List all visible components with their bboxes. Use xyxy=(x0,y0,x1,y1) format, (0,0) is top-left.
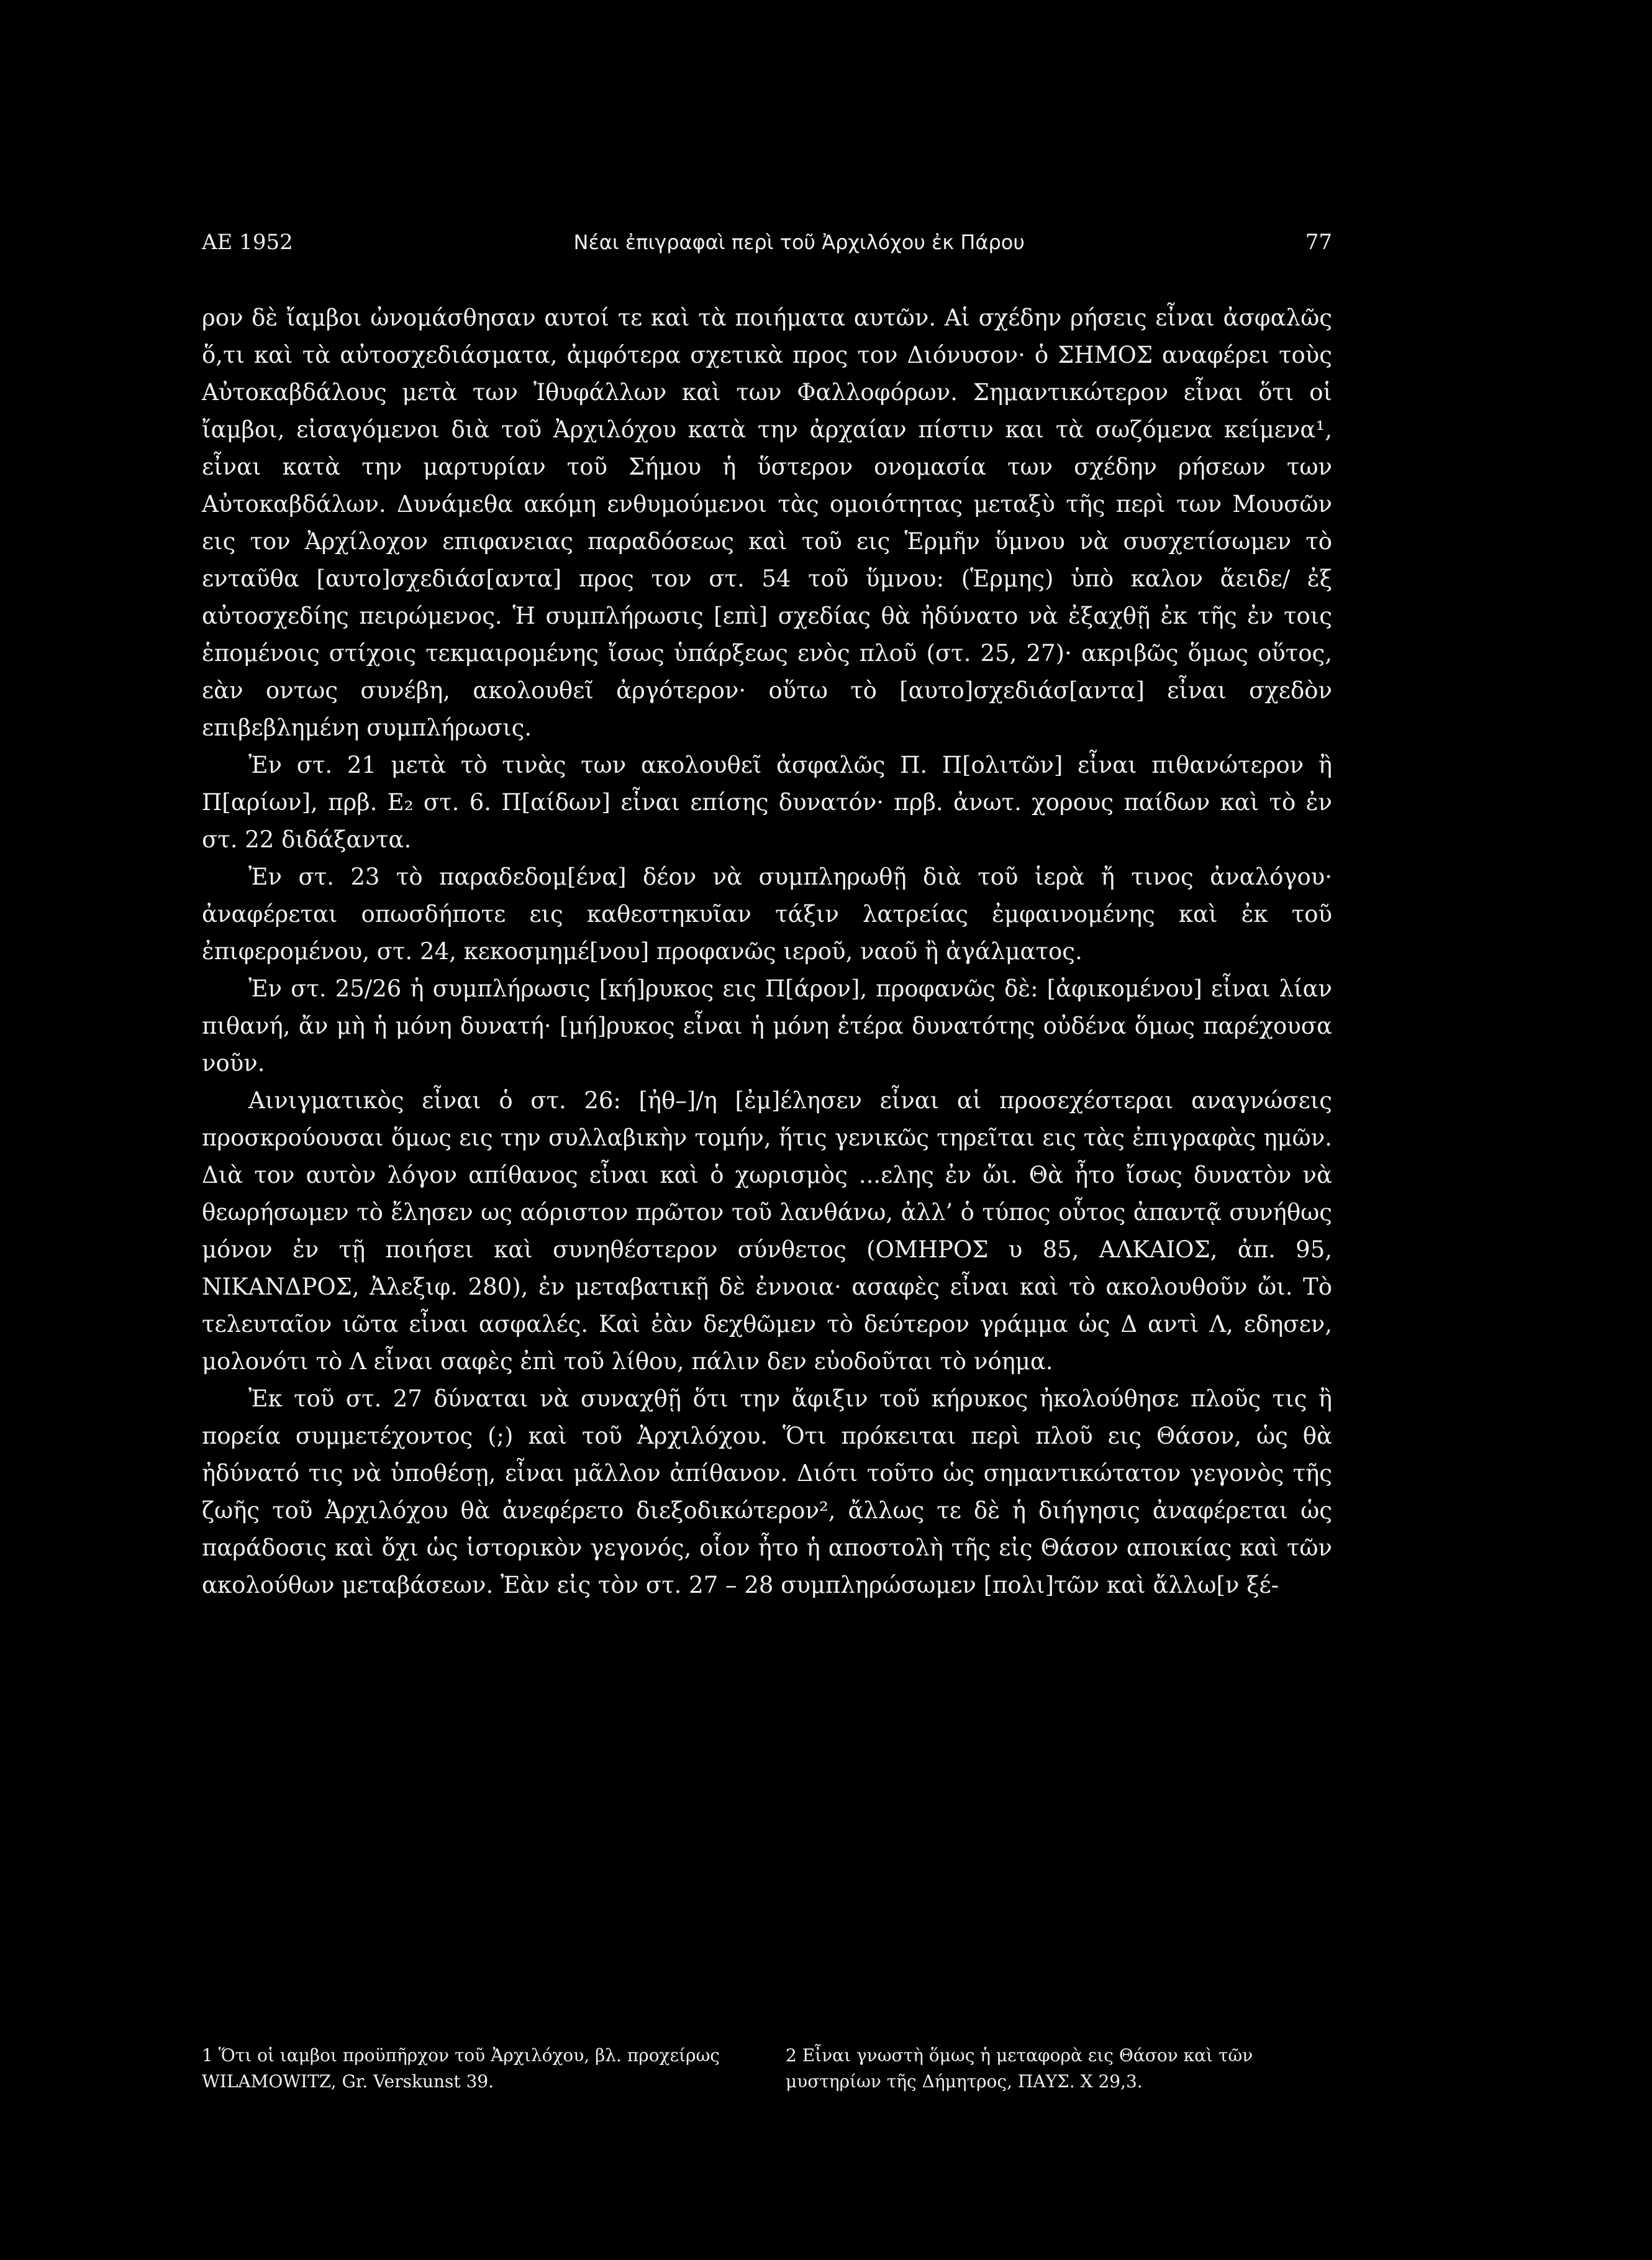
page-number: 77 xyxy=(1305,230,1332,255)
footnote-2: 2 Εἶναι γνωστὴ ὅμως ἡ μεταφορὰ εις Θάσον καὶ τῶν μυστηρίων τῆς Δήμητρος, ΠΑΥΣ. Χ 29,3. xyxy=(786,2045,1253,2092)
running-head xyxy=(202,230,1332,260)
text-block xyxy=(202,230,1332,1604)
article-title: Νέαι ἐπιγραφαὶ περὶ τοῦ Ἀρχιλόχου ἐκ Πάρου xyxy=(573,230,1025,254)
footnote-1: 1 Ὅτι οἱ ιαμβοι προϋπῆρχον τοῦ Ἀρχιλόχου, βλ. προχείρως WILAMOWITZ, Gr. Verskunst 39. xyxy=(202,2045,720,2092)
paragraph: Ἐκ τοῦ στ. 27 δύναται νὰ συναχθῇ ὅτι την ἄφιξιν τοῦ κήρυκος ἠκολούθησε πλοῦς τις ἢ πορεία συμμετέχοντος (;) καὶ τοῦ Ἀρχιλόχου. Ὅτι πρόκειται περὶ πλοῦ εις Θάσον, ὡς θὰ ἠδύνατό τις νὰ ὑποθέσῃ, εἶναι μᾶλλον ἀπίθανον. Διότι τοῦτο ὡς σημαντικώτατον γεγονὸς τῆς ζωῆς τοῦ Ἀρχιλόχου θὰ ἀνεφέρετο διεξοδικώτερον², ἄλλως τε δὲ ἡ διήγησις ἀναφέρεται ὡς παράδοσις καὶ ὄχι ὡς ἱστορικὸν γεγονός, οἷον ἦτο ἡ αποστολὴ τῆς εἰς Θάσον αποικίας καὶ τῶν ακολούθων μεταβάσεων. Ἐὰν εἰς τὸν στ. 27 – 28 συμπληρώσωμεν [πολι]τῶν καὶ ἄλλω[ν ξέ- xyxy=(202,1385,1332,1598)
body-text xyxy=(202,299,1332,1604)
paragraph: Ἐν στ. 21 μετὰ τὸ τινὰς των ακολουθεῖ ἀσφαλῶς Π. Π[ολιτῶν] εἶναι πιθανώτερον ἢ Π[αρίων], πρβ. Ε₂ στ. 6. Π[αίδων] εἶναι επίσης δυνατόν· πρβ. ἀνωτ. χορους παίδων καὶ τὸ ἐν στ. 22 διδάξαντα. xyxy=(202,752,1332,853)
paragraph: Αινιγματικὸς εἶναι ὁ στ. 26: [ἠθ–]/η [ἐμ]έλησεν εἶναι αἱ προσεχέστεραι αναγνώσεις προσκρούουσαι ὅμως εις την συλλαβικὴν τομήν, ἥτις γενικῶς τηρεῖται εις τὰς ἐπιγραφὰς ημῶν. Διὰ τον αυτὸν λόγον απίθανος εἶναι καὶ ὁ χωρισμὸς ...ελης ἐν ὤι. Θὰ ἦτο ἴσως δυνατὸν νὰ θεωρήσωμεν τὸ ἔλησεν ως αόριστον πρῶτον τοῦ λανθάνω, ἀλλ’ ὁ τύπος οὗτος ἀπαντᾷ συνήθως μόνον ἐν τῇ ποιήσει καὶ συνηθέστερον σύνθετος (ΟΜΗΡΟΣ υ 85, ΑΛΚΑΙΟΣ, ἀπ. 95, ΝΙΚΑΝΔΡΟΣ, Ἀλεξιφ. 280), ἐν μεταβατικῇ δὲ ἐννοια· ασαφὲς εἶναι καὶ τὸ ακολουθοῦν ὤι. Τὸ τελευταῖον ιῶτα εἶναι ασφαλές. Καὶ ἐὰν δεχθῶμεν τὸ δεύτερον γράμμα ὡς Δ αντὶ Λ, εδησεν, μολονότι τὸ Λ εἶναι σαφὲς ἐπὶ τοῦ λίθου, πάλιν δεν εὐοδοῦται τὸ νόημα. xyxy=(202,1087,1332,1375)
paragraph: Ἐν στ. 23 τὸ παραδεδομ[ένα] δέον νὰ συμπληρωθῇ διὰ τοῦ ἱερὰ ἤ τινος ἀναλόγου· ἀναφέρεται οπωσδήποτε εις καθεστηκυῖαν τάξιν λατρείας ἐμφαινομένης καὶ ἐκ τοῦ ἐπιφερομένου, στ. 24, κεκοσμημέ[νου] προφανῶς ιεροῦ, ναοῦ ἢ ἀγάλματος. xyxy=(202,863,1332,965)
paragraph: ρον δὲ ἴαμβοι ὠνομάσθησαν αυτοί τε καὶ τὰ ποιήματα αυτῶν. Αἱ σχέδην ρήσεις εἶναι ἀσφαλῶς ὅ,τι καὶ τὰ αὐτοσχεδιάσματα, ἀμφότερα σχετικὰ προς τον Διόνυσον· ὁ ΣΗΜΟΣ αναφέρει τοὺς Αὐτοκαβδάλους μετὰ των Ἰθυφάλλων καὶ των Φαλλοφόρων. Σημαντικώτερον εἶναι ὅτι οἱ ἴαμβοι, εἰσαγόμενοι διὰ τοῦ Ἀρχιλόχου κατὰ την ἀρχαίαν πίστιν και τὰ σωζόμενα κείμενα¹, εἶναι κατὰ την μαρτυρίαν τοῦ Σήμου ἡ ὕστερον ονομασία των σχέδην ρήσεων των Αὐτοκαβδάλων. Δυνάμεθα ακόμη ενθυμούμενοι τὰς ομοιότητας μεταξὺ τῆς περὶ των Μουσῶν εις τον Ἀρχίλοχον επιφανειας παραδόσεως καὶ τοῦ εις Ἑρμῆν ὕμνου νὰ συσχετίσωμεν τὸ ενταῦθα [αυτο]σχεδιάσ[αντα] προς τον στ. 54 τοῦ ὕμνου: (Ἑρμης) ὑπὸ καλον ἄειδε/ ἐξ αὐτοσχεδίης πειρώμενος. Ἡ συμπλήρωσις [επὶ] σχεδίας θὰ ἠδύνατο νὰ ἐξαχθῇ ἐκ τῆς ἐν τοις ἑπομένοις στίχοις τεκμαιρομένης ἴσως ὑπάρξεως ενὸς πλοῦ (στ. 25, 27)· ακριβῶς ὅμως οὕτος, εὰν οντως συνέβη, ακολουθεῖ ἀργότερον· οὕτω τὸ [αυτο]σχεδιάσ[αντα] εἶναι σχεδὸν επιβεβλημένη συμπλήρωσις. xyxy=(202,304,1332,741)
footnotes xyxy=(202,2043,1332,2095)
journal-issue: ΑΕ 1952 xyxy=(202,230,293,255)
paragraph: Ἐν στ. 25/26 ἡ συμπλήρωσις [κή]ρυκος εις Π[άρον], προφανῶς δὲ: [ἀφικομένου] εἶναι λίαν πιθανή, ἄν μὴ ἡ μόνη δυνατή· [μή]ρυκος εἶναι ἡ μόνη ἑτέρα δυνατότης οὐδένα ὅμως παρέχουσα νοῦν. xyxy=(202,975,1332,1077)
